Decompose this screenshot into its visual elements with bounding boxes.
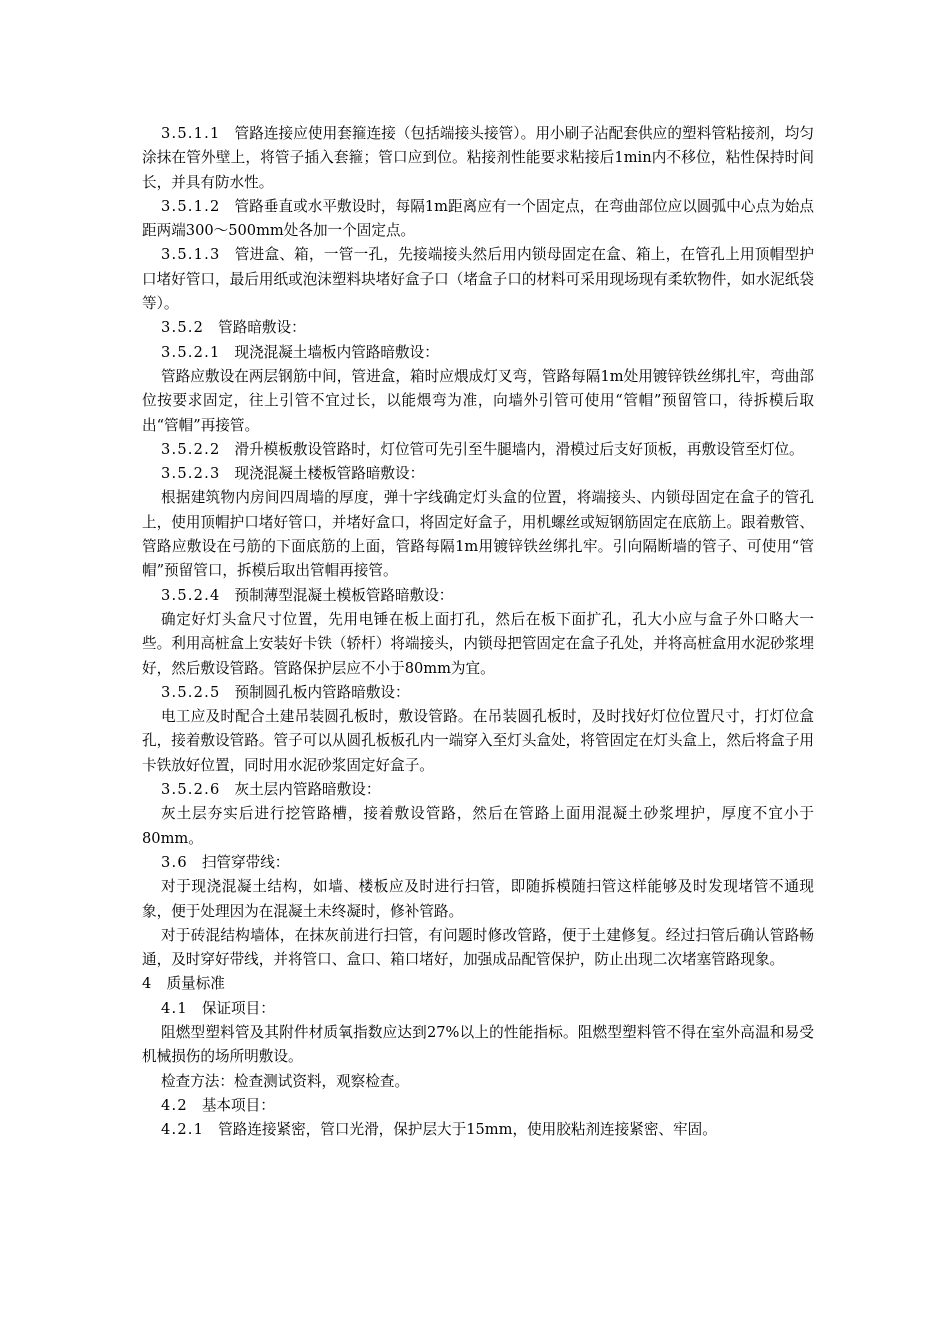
paragraph — [142, 438, 814, 462]
paragraph — [142, 195, 814, 244]
paragraph — [142, 243, 814, 316]
paragraph-text: 扫管穿带线： — [201, 853, 290, 871]
paragraph-text: 管路连接紧密，管口光滑，保护层大于15mm，使用胶粘剂连接紧密、牢固。 — [218, 1121, 717, 1139]
section-number: 3.5.2.2 — [161, 440, 221, 458]
paragraph — [142, 122, 814, 195]
section-number: 3.5.2.1 — [161, 343, 221, 361]
paragraph-text: 管路暗敷设： — [218, 319, 306, 337]
paragraph-text: 质量标准 — [166, 975, 225, 993]
paragraph — [142, 972, 814, 996]
paragraph-text: 预制薄型混凝土模板管路暗敷设： — [234, 586, 454, 604]
paragraph — [142, 802, 814, 851]
paragraph — [142, 1118, 814, 1142]
paragraph — [142, 486, 814, 583]
section-number: 3.5.2.5 — [161, 683, 221, 701]
paragraph-text: 管进盒、箱，一管一孔，先接端接头然后用内锁母固定在盒、箱上，在管孔上用顶帽型护口堵好管口，最后用纸或泡沫塑料块堵好盒子口（堵盒子口的材料可采用现场现有柔软物件，如水泥纸袋等）。 — [142, 246, 814, 313]
paragraph-text: 管路垂直或水平敷设时，每隔1m距离应有一个固定点，在弯曲部位应以圆弧中心点为始点距两端300～500mm处各加一个固定点。 — [142, 197, 814, 240]
paragraph-text: 预制圆孔板内管路暗敷设： — [234, 683, 410, 701]
section-number: 3.5.2.6 — [161, 781, 221, 799]
paragraph — [142, 875, 814, 924]
paragraph-text: 灰土层内管路暗敷设： — [234, 781, 381, 799]
paragraph — [142, 365, 814, 438]
paragraph — [142, 608, 814, 681]
paragraph-text: 现浇混凝土墙板内管路暗敷设： — [234, 343, 439, 361]
section-number: 4.2.1 — [161, 1121, 205, 1139]
paragraph — [142, 705, 814, 778]
paragraph — [142, 316, 814, 340]
section-number: 4.1 — [161, 999, 188, 1017]
paragraph-text: 现浇混凝土楼板管路暗敷设： — [234, 465, 425, 483]
section-number: 3.5.1.2 — [161, 197, 221, 215]
paragraph-text: 管路连接应使用套箍连接（包括端接头接管）。用小刷子沾配套供应的塑料管粘接剂，均匀涂抹在管外壁上，将管子插入套箍；管口应到位。粘接剂性能要求粘接后1min内不移位，粘性保持时间长，并具有防水性。 — [142, 125, 814, 191]
section-number: 4.2 — [161, 1096, 188, 1114]
paragraph — [142, 924, 814, 973]
paragraph — [142, 778, 814, 802]
paragraph-text: 基本项目： — [201, 1096, 275, 1114]
section-number: 3.5.2 — [161, 319, 205, 337]
paragraph-text: 对于砖混结构墙体，在抹灰前进行扫管，有问题时修改管路，便于土建修复。经过扫管后确认管路畅通，及时穿好带线，并将管口、盒口、箱口堵好，加强成品配管保护，防止出现二次堵塞管路现象。 — [142, 926, 814, 969]
paragraph-text: 管路应敷设在两层钢筋中间，管进盒，箱时应煨成灯叉弯，管路每隔1m处用镀锌铁丝绑扎牢，弯曲部位按要求固定，往上引管不宜过长，以能煨弯为准，向墙外引管可使用“管帽”预留管口，待拆模后取出“管帽”再接管。 — [142, 367, 814, 434]
section-number: 3.6 — [161, 853, 188, 871]
paragraph — [142, 1021, 814, 1070]
section-number: 3.5.2.4 — [161, 586, 221, 604]
document-page — [142, 122, 814, 1142]
paragraph-text: 灰土层夯实后进行挖管路槽，接着敷设管路，然后在管路上面用混凝土砂浆埋护，厚度不宜小于80mm。 — [142, 805, 814, 847]
paragraph — [142, 997, 814, 1021]
section-number: 4 — [142, 975, 153, 993]
paragraph — [142, 341, 814, 365]
section-number: 3.5.1.1 — [161, 125, 221, 142]
paragraph — [142, 584, 814, 608]
paragraph-text: 根据建筑物内房间四周墙的厚度，弹十字线确定灯头盒的位置，将端接头、内锁母固定在盒子的管孔上，使用顶帽护口堵好管口，并堵好盒口，将固定好盒子，用机螺丝或短钢筋固定在底筋上。跟着敷管、管路应敷设在弓筋的下面底筋的上面，管路每隔1m用镀锌铁丝绑扎牢。引向隔断墙的管子、可使用“管帽”预留管口，拆模后取出管帽再接管。 — [142, 489, 814, 580]
paragraph-text: 检查方法：检查测试资料，观察检查。 — [161, 1072, 410, 1090]
paragraph — [142, 681, 814, 705]
paragraph-text: 电工应及时配合土建吊装圆孔板时，敷设管路。在吊装圆孔板时，及时找好灯位位置尺寸，打灯位盒孔，接着敷设管路。管子可以从圆孔板板孔内一端穿入至灯头盒处，将管固定在灯头盒上，然后将盒子用卡铁放好位置，同时用水泥砂浆固定好盒子。 — [142, 708, 814, 774]
paragraph-text: 滑升模板敷设管路时，灯位管可先引至牛腿墙内，滑模过后支好顶板，再敷设管至灯位。 — [234, 440, 804, 458]
paragraph — [142, 462, 814, 486]
paragraph-text: 确定好灯头盒尺寸位置，先用电锤在板上面打孔，然后在板下面扩孔，孔大小应与盒子外口略大一些。利用高桩盒上安装好卡铁（轿杆）将端接头，内锁母把管固定在盒子孔处，并将高桩盒用水泥砂浆埋好，然后敷设管路。管路保护层应不小于80mm为宜。 — [142, 610, 814, 677]
section-number: 3.5.2.3 — [161, 465, 221, 483]
paragraph — [142, 1094, 814, 1118]
paragraph-text: 阻燃型塑料管及其附件材质氧指数应达到27%以上的性能指标。阻燃型塑料管不得在室外高温和易受机械损伤的场所明敷设。 — [142, 1023, 814, 1066]
paragraph-text: 保证项目： — [201, 999, 275, 1017]
paragraph-text: 对于现浇混凝土结构，如墙、楼板应及时进行扫管，即随拆模随扫管这样能够及时发现堵管不通现象，便于处理因为在混凝土未终凝时，修补管路。 — [142, 878, 814, 920]
section-number: 3.5.1.3 — [161, 246, 221, 264]
paragraph — [142, 1070, 814, 1094]
paragraph — [142, 851, 814, 875]
